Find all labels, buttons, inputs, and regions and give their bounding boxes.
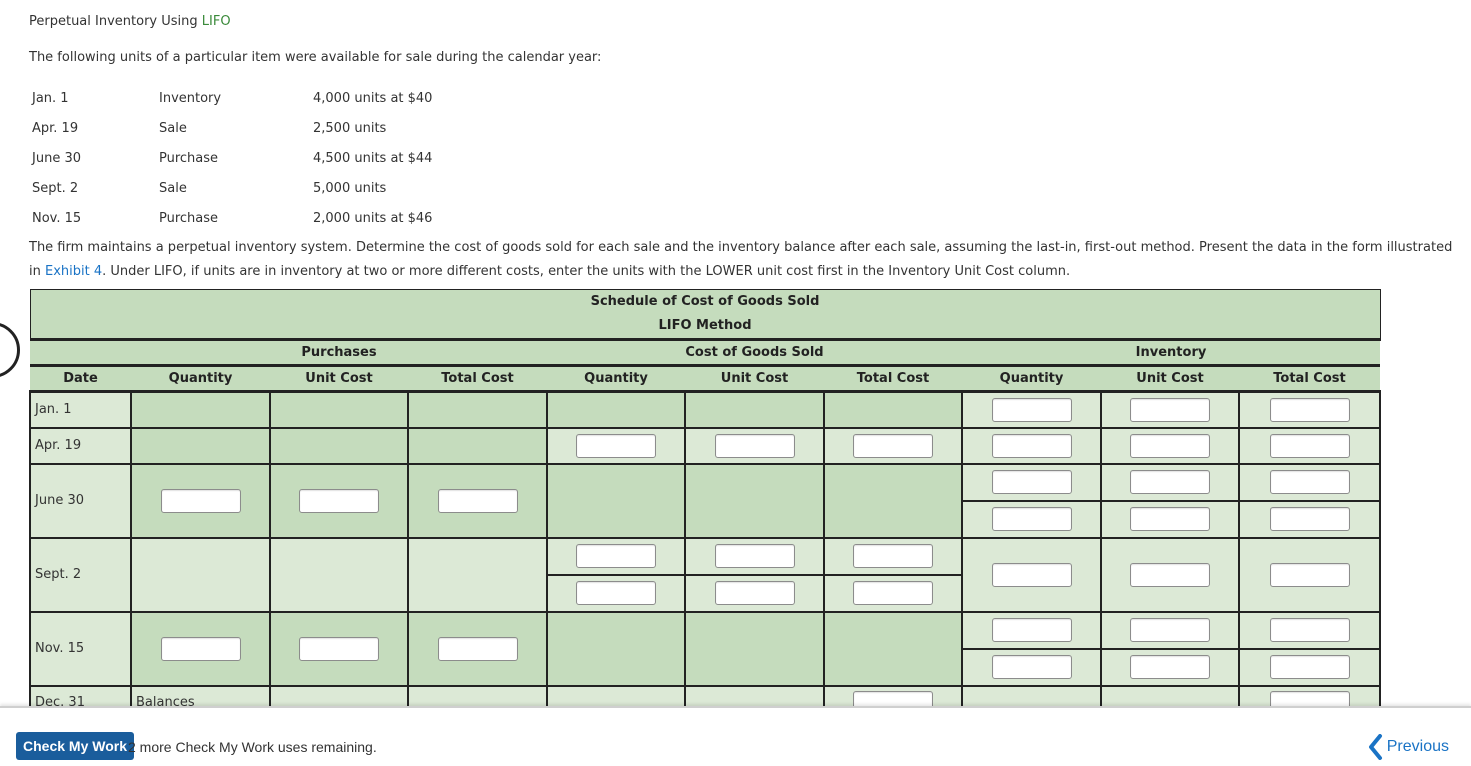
- inventory-quantity-input[interactable]: [992, 655, 1072, 679]
- cogs-total-cost-input[interactable]: [853, 434, 933, 458]
- col-inventory-total-cost: Total Cost: [1239, 366, 1380, 392]
- row-date: Apr. 19: [30, 428, 131, 464]
- cogs-quantity-input[interactable]: [576, 434, 656, 458]
- intro-text: The following units of a particular item were available for sale during the calendar year:: [29, 50, 602, 65]
- transactions-table: [32, 83, 432, 234]
- inventory-unit-cost-input[interactable]: [1130, 618, 1210, 642]
- inventory-total-cost-input[interactable]: [1270, 507, 1350, 531]
- exhibit-link[interactable]: Exhibit 4: [44, 264, 103, 279]
- cogs-unit-cost-input[interactable]: [715, 544, 795, 568]
- transaction-row: [32, 83, 432, 113]
- col-inventory-quantity: Quantity: [962, 366, 1101, 392]
- transaction-type: Sale: [159, 120, 187, 136]
- transaction-date: Nov. 15: [32, 211, 82, 227]
- inventory-unit-cost-input[interactable]: [1130, 398, 1210, 422]
- row-apr19: [30, 428, 1380, 464]
- previous-label: Previous: [1386, 738, 1449, 755]
- transaction-type: Sale: [159, 181, 187, 197]
- title-accent: LIFO: [201, 14, 231, 29]
- purchases-unit-cost-input[interactable]: [299, 489, 379, 513]
- inventory-total-cost-input[interactable]: [1270, 563, 1350, 587]
- col-purchases-unit-cost: Unit Cost: [270, 366, 408, 392]
- footer-bar: [0, 706, 1471, 766]
- transaction-row: [32, 143, 432, 173]
- inventory-quantity-input[interactable]: [992, 618, 1072, 642]
- col-purchases-total-cost: Total Cost: [408, 366, 547, 392]
- col-cogs-total-cost: Total Cost: [824, 366, 962, 392]
- chevron-left-icon: [1367, 734, 1383, 760]
- page-title: Perpetual Inventory Using LIFO: [29, 14, 231, 29]
- transaction-type: Inventory: [159, 90, 222, 106]
- row-jan1: [30, 392, 1380, 428]
- col-cogs-quantity: Quantity: [547, 366, 685, 392]
- transaction-date: Apr. 19: [32, 120, 79, 136]
- cogs-total-cost-input[interactable]: [853, 544, 933, 568]
- transaction-detail: 5,000 units: [313, 181, 387, 197]
- inventory-quantity-input[interactable]: [992, 398, 1072, 422]
- inventory-total-cost-input[interactable]: [1270, 470, 1350, 494]
- cogs-quantity-input[interactable]: [576, 581, 656, 605]
- row-jun30: [30, 464, 1380, 538]
- inventory-total-cost-input[interactable]: [1270, 398, 1350, 422]
- inventory-quantity-input[interactable]: [992, 434, 1072, 458]
- purchases-unit-cost-input[interactable]: [299, 637, 379, 661]
- transaction-type: Purchase: [159, 150, 219, 166]
- row-dec31: [30, 686, 1380, 707]
- transaction-row: [32, 204, 432, 234]
- cogs-unit-cost-input[interactable]: [715, 581, 795, 605]
- inventory-unit-cost-input[interactable]: [1130, 507, 1210, 531]
- transaction-detail: 2,500 units: [313, 120, 387, 136]
- row-date: June 30: [30, 464, 131, 538]
- purchases-quantity-input[interactable]: [161, 489, 241, 513]
- schedule-title-cell: [30, 290, 1380, 340]
- schedule-title: Schedule of Cost of Goods Sold: [590, 294, 820, 309]
- purchases-total-cost-input[interactable]: [438, 637, 518, 661]
- cogs-unit-cost-input[interactable]: [715, 434, 795, 458]
- purchases-quantity-input[interactable]: [161, 637, 241, 661]
- row-date: Nov. 15: [30, 612, 131, 686]
- row-date: Jan. 1: [30, 392, 131, 428]
- cogs-total-cost-input[interactable]: [853, 691, 933, 707]
- row-nov15: [30, 612, 1380, 686]
- group-cogs: Cost of Goods Sold: [547, 340, 962, 366]
- transaction-detail: 2,000 units at $46: [313, 211, 433, 227]
- inventory-unit-cost-input[interactable]: [1130, 655, 1210, 679]
- transaction-detail: 4,500 units at $44: [313, 150, 433, 166]
- inventory-quantity-input[interactable]: [992, 470, 1072, 494]
- row-date: Sept. 2: [30, 538, 131, 612]
- transaction-row: [32, 174, 432, 204]
- instructions: The firm maintains a perpetual inventory system. Determine the cost of goods sold for each sale and the inventory balance after each sale, assuming the last-in, first-out method. Present the data in the form illustrated in Exhibit 4. Under LIFO, if units are in inventory at two or more different costs, enter the units with the LOWER unit cost first in the Inventory Unit Cost column.: [29, 240, 1453, 279]
- transaction-date: Sept. 2: [32, 181, 79, 197]
- transaction-date: June 30: [32, 150, 81, 166]
- balances-label: Balances: [131, 686, 270, 707]
- transaction-row: [32, 113, 432, 143]
- col-inventory-unit-cost: Unit Cost: [1101, 366, 1239, 392]
- cogs-total-cost-input[interactable]: [853, 581, 933, 605]
- row-sep2: [30, 538, 1380, 612]
- inventory-total-cost-input[interactable]: [1270, 434, 1350, 458]
- schedule-table: [29, 289, 1381, 706]
- inventory-unit-cost-input[interactable]: [1130, 434, 1210, 458]
- inventory-total-cost-input[interactable]: [1270, 618, 1350, 642]
- col-purchases-quantity: Quantity: [131, 366, 270, 392]
- check-my-work-button[interactable]: Check My Work: [16, 732, 134, 760]
- transaction-type: Purchase: [159, 211, 219, 227]
- cursor-circle-icon: [0, 322, 20, 378]
- transaction-detail: 4,000 units at $40: [313, 90, 433, 106]
- col-cogs-unit-cost: Unit Cost: [685, 366, 824, 392]
- inventory-unit-cost-input[interactable]: [1130, 470, 1210, 494]
- previous-button[interactable]: [1367, 734, 1449, 760]
- inventory-total-cost-input[interactable]: [1270, 691, 1350, 707]
- purchases-total-cost-input[interactable]: [438, 489, 518, 513]
- transaction-date: Jan. 1: [32, 90, 69, 106]
- col-date: Date: [30, 366, 131, 392]
- cogs-quantity-input[interactable]: [576, 544, 656, 568]
- schedule-method: LIFO Method: [658, 318, 752, 333]
- group-inventory: Inventory: [962, 340, 1380, 366]
- inventory-quantity-input[interactable]: [992, 563, 1072, 587]
- inventory-quantity-input[interactable]: [992, 507, 1072, 531]
- row-date: Dec. 31: [30, 686, 131, 707]
- remaining-uses-text: 2 more Check My Work uses remaining.: [128, 739, 377, 755]
- inventory-total-cost-input[interactable]: [1270, 655, 1350, 679]
- inventory-unit-cost-input[interactable]: [1130, 563, 1210, 587]
- group-purchases: Purchases: [131, 340, 547, 366]
